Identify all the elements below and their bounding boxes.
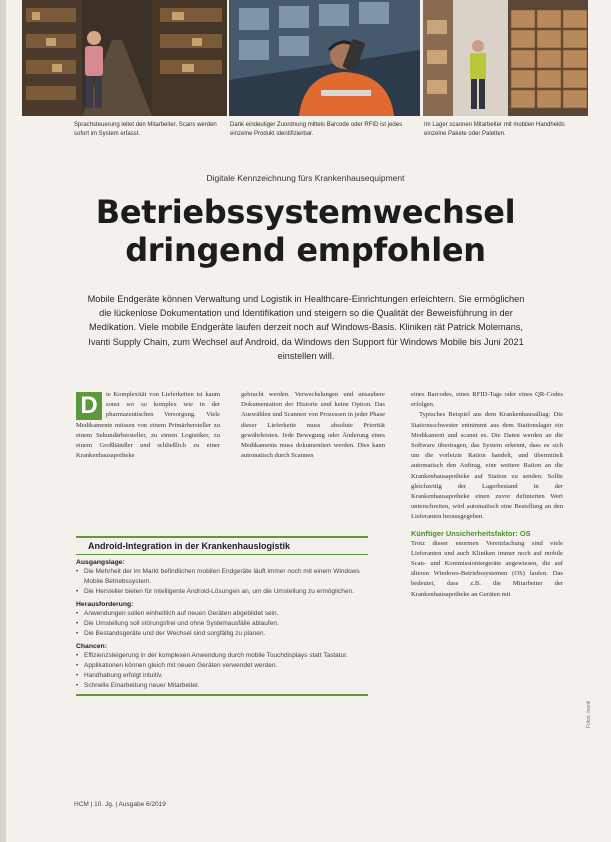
box-section-list [76, 609, 368, 639]
photo-warehouse-aisle [22, 0, 227, 116]
box-list-item: • Effizienzsteigerung in der komplexen Anwendung durch mobile Touchdisplays statt Tastatur. [76, 651, 368, 661]
box-list-item: • Anwendungen sollen einheitlich auf neuen Geräten abgebildet sein. [76, 609, 368, 619]
photo-scanning-worker [229, 0, 420, 116]
headline-line-1: Betriebssystemwechsel [95, 193, 516, 231]
article-headline [0, 193, 611, 269]
photo-caption-1: Sprachsteuerung leitet den Mitarbeiter, Scans werden sofort im System erfasst. [74, 122, 217, 137]
article-kicker: Digitale Kennzeichnung fürs Krankenhausequipment [206, 173, 405, 183]
box-section-heading: Herausforderung: [76, 601, 134, 608]
box-section-heading: Chancen: [76, 643, 107, 650]
body-text-col2: gebracht werden. Verwechslungen und unsaubere Dokumentation der Historie sind keine Option. Das Auswählen und Scannen von Prozessen in jeder Phase dieser Lieferkette muss absolute Priorität gewährleisten. Jede Bewegung oder Änderung eines Medikaments muss dokumentiert werden. Dies kann automatisch durch Scannen [241, 391, 385, 460]
box-list-item: • Die Bestandsgeräte und der Wechsel sind sorgfältig zu planen. [76, 629, 368, 639]
article-lead: Mobile Endgeräte können Verwaltung und Logistik in Healthcare-Einrichtungen erleichtern. Sie ermöglichen die lückenlose Dokumentation und Identifikation und steigern so die Qualität der Beweisführung in der Medikation. Viele mobile Endgeräte laufen derzeit noch auf Windows-Basis. Kliniken rät Patrick Molemans, Ivanti Supply Chain, zum Wechsel auf Android, da Windows den Support für Windows Mobile bis Juni 2021 einstellen will. [87, 294, 525, 361]
box-list-item: • Schnelle Einarbeitung neuer Mitarbeiter. [76, 681, 368, 691]
info-box [76, 536, 368, 696]
info-box-title: Android-Integration in der Krankenhauslogistik [76, 536, 368, 555]
photo-warehouse-boxes [423, 0, 588, 116]
photo-caption-3: Im Lager scannen Mitarbeiter mit mobilen Handhelds einzelne Pakete oder Paletten. [424, 122, 565, 137]
body-column-3 [411, 390, 563, 600]
body-text-col3c: Trotz dieser enormen Vereinfachung sind viele Lieferanten und auch Kliniken immer noch auf mobile Scan- und Kommissioniergeräte angewiesen, die auf älteren Windows-Betriebssystemen (OS) laufen. Das bedeutet, dass z.B. die Mitarbeiter der Krankenhausapotheke an Geräten mit [411, 539, 563, 598]
box-list-item: • Applikationen können gleich mit neuen Geräten verwendet werden. [76, 661, 368, 671]
section-subhead: Künftiger Unsicherheitsfaktor: OS [411, 528, 531, 538]
body-column-1 [76, 390, 220, 461]
drop-cap: D [76, 392, 102, 420]
box-list-item: • Handhabung erfolgt intuitiv. [76, 671, 368, 681]
info-box-bottom-rule [76, 694, 368, 696]
box-list-item: • Die Hersteller bieten für intelligente Android-Lösungen an, um die Umstellung zu ermöglichen. [76, 587, 368, 597]
page-binding-edge [0, 0, 6, 842]
box-section-list [76, 651, 368, 691]
page-footer: HCM | 10. Jg. | Ausgabe 6/2019 [74, 801, 166, 808]
box-list-item: • Die Umstellung soll störungsfrei und ohne Systemausfälle ablaufen. [76, 619, 368, 629]
headline-line-2: dringend empfohlen [125, 231, 486, 269]
body-column-2 [241, 390, 385, 461]
body-text-col3a: eines Barcodes, eines RFID-Tags oder eines QR-Codes erfolgen. [411, 391, 563, 409]
box-section-heading: Ausgangslage: [76, 559, 125, 566]
photo-credit: Fotos: Ivanti [586, 700, 592, 728]
body-text-col1: ie Komplexität von Lieferketten ist kaum sonst wo so komplex wie in der pharmazeutischen Versorgung. Viele Medikamente müssen von einem Primärhersteller zu einem Sekundärhersteller, zu einem Logistiker, zu einem Großhändler und schließlich zu einer Krankenhausapotheke [76, 391, 220, 460]
body-text-col3b: Typisches Beispiel aus dem Krankenhausalltag: Die Stationsschwester entnimmt aus dem Stationslager ein Medikament und scannt es. Die Daten werden an die Software übertragen, das System erkennt, dass es sich um die vorletzte Ration handelt, und übermittelt automatisch den Auftrag, eine weitere Ration an die Krankenhausapotheke auf Station zu senden. Sollte gleichzeitig der Lagerbestand in der Krankenhausapotheke einen zuvor definierten Wert unterschreiten, wird automatisch eine Bestellung an den Lieferanten herausgegeben. [411, 411, 563, 521]
box-list-item: • Die Mehrheit der im Markt befindlichen mobilen Endgeräte läuft immer noch mit einem Windows Mobile Betriebssystem. [76, 567, 368, 587]
box-section-list [76, 567, 368, 597]
photo-caption-2: Dank eindeutiger Zuordnung mittels Barcode oder RFID ist jedes einzelne Produkt identifizierbar. [230, 122, 403, 137]
